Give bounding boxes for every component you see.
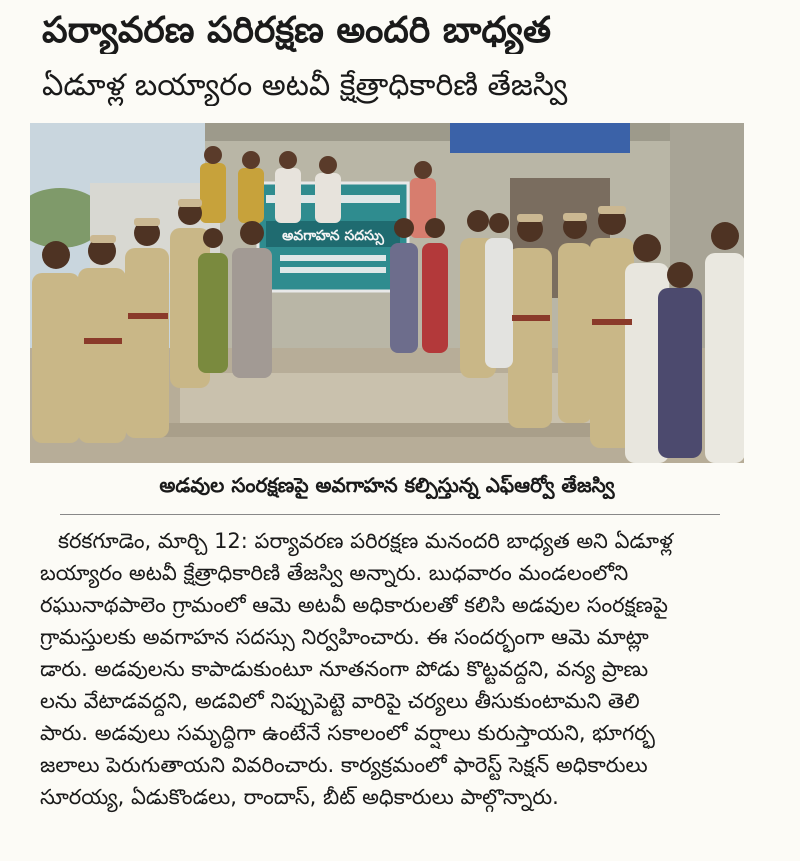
body-line: సూరయ్య, ఏడుకొండలు, రాందాస్, బీట్ అధికారులు పాల్గొన్నారు. — [40, 785, 559, 809]
body-line: లను వేటాడవద్దని, అడవిలో నిప్పుపెట్టె వారిపై చర్యలు తీసుకుంటామని తెలి — [40, 689, 640, 713]
news-photo — [30, 123, 744, 463]
body-line: బయ్యారం అటవీ క్షేత్రాధికారిణి తేజస్వి అన్నారు. బుధవారం మండలంలోని — [40, 561, 629, 585]
article-subheadline: ఏడూళ్ల బయ్యారం అటవీ క్షేత్రాధికారిణి తేజస్వి — [42, 68, 568, 103]
caption-divider — [60, 514, 720, 515]
photo-caption: అడవుల సంరక్షణపై అవగాహన కల్పిస్తున్న ఎఫ్ఆర్వో తేజస్వి — [159, 472, 615, 497]
banner-text: అవగాహన సదస్సు — [282, 228, 384, 244]
body-line: డారు. అడవులను కాపాడుకుంటూ నూతనంగా పోడు కొట్టవద్దని, వన్య ప్రాణు — [40, 657, 649, 681]
body-line: కరకగూడెం, మార్చి 12: పర్యావరణ పరిరక్షణ మనందరి బాధ్యత అని ఏడూళ్ల — [58, 529, 673, 553]
body-line: జలాలు పెరుగుతాయని వివరించారు. కార్యక్రమంలో ఫారెస్ట్ సెక్షన్ అధికారులు — [40, 753, 648, 777]
article-headline: పర్యావరణ పరిరక్షణ అందరి బాధ్యత — [42, 10, 551, 51]
body-line: పారు. అడవులు సమృద్ధిగా ఉంటేనే సకాలంలో వర్షాలు కురుస్తాయని, భూగర్భ — [40, 721, 655, 745]
body-line: గ్రామస్తులకు అవగాహన సదస్సు నిర్వహించారు. ఈ సందర్భంగా ఆమె మాట్లా — [40, 625, 649, 649]
article-body — [40, 525, 760, 813]
body-line: రఘునాథపాలెం గ్రామంలో ఆమె అటవీ అధికారులతో కలిసి అడవుల సంరక్షణపై — [40, 593, 668, 617]
